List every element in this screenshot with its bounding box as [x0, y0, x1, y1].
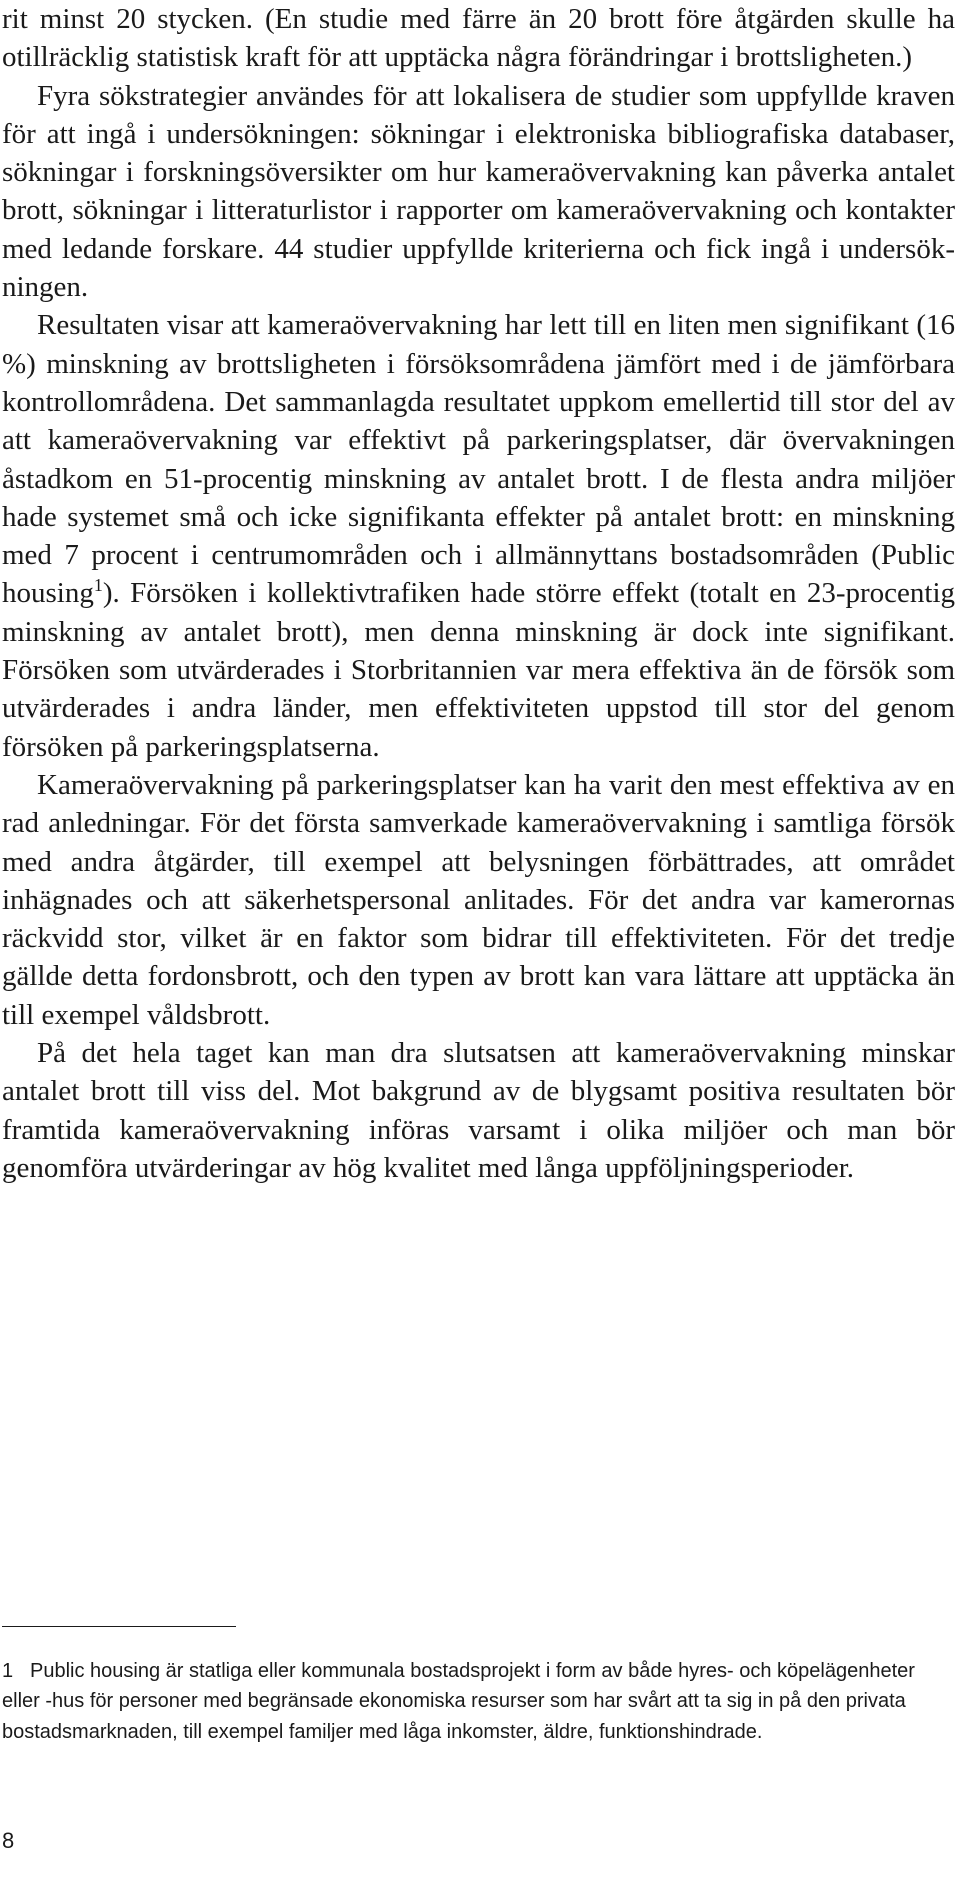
paragraph-2: Fyra sökstrategier användes för att lokalisera de studier som uppfyllde kraven för att ingå i undersökningen: sökningar i elektroniska bibliografiska databaser, sökningar i forskningsöversikter om hur kameraövervakning kan påverka antalet brott, sökningar i litteraturlistor i rapporter om kameraövervakning och kontakter med ledande forskare. 44 studier uppfyllde kriterierna och fick ingå i undersökningen. — [2, 79, 955, 304]
paragraph-1: rit minst 20 stycken. (En studie med färre än 20 brott före åtgärden skulle ha otillräcklig statistisk kraft för att upptäcka några förändringar i brottsligheten.) — [2, 3, 955, 74]
footnote-reference[interactable]: 1 — [93, 575, 103, 596]
body-text — [2, 0, 955, 1187]
page-number: 8 — [2, 1828, 15, 1853]
paragraph-3-text-b: ). Försöken i kollektivtrafiken hade större effekt (totalt en 23-procentig minskning av antalet brott), men denna minskning är dock inte signifikant. Försöken som utvärderades i Storbritannien var mera effektiva än de försök som utvärderades i andra länder, men effektiviteten uppstod till stor del genom försöken på parkeringsplatserna. — [2, 577, 955, 763]
footnote-text: Public housing är statliga eller kommunala bostadsprojekt i form av både hyres- och köpelägenheter eller -hus för personer med begränsade ekonomiska resurser som har svårt att ta sig in på den privata bostadsmarknaden, till exempel familjer med låga inkomster, äldre, funktionshindrade. — [2, 1660, 915, 1743]
paragraph-3 — [2, 306, 955, 766]
footnote-divider — [2, 1626, 236, 1627]
paragraph-5: På det hela taget kan man dra slutsatsen att kameraövervakning minskar antalet brott till viss del. Mot bakgrund av de blygsamt positiva resultaten bör framtida kameraövervakning införas varsamt i olika miljöer och man bör genomföra utvärderingar av hög kvalitet med långa uppföljningsperioder. — [2, 1037, 955, 1184]
paragraph-3-text-a: Resultaten visar att kameraövervakning har lett till en liten men signifikant (16 %) minskning av brottsligheten i försöksområdena jämfört med i de jämförbara kontrollområdena. Det sammanlagda resultatet uppkom emellertid till stor del av att kameraövervakning var effektivt på parkeringsplatser, där övervakningen åstadkom en 51-procentig minskning av antalet brott. I de flesta andra miljöer hade systemet små och icke signifikanta effekter på antalet brott: en minskning med 7 procent i centrumområden och i allmännyttans bostadsområden (Public housing — [2, 309, 955, 610]
footnote — [2, 1656, 937, 1747]
paragraph-4: Kameraövervakning på parkeringsplatser kan ha varit den mest effektiva av en rad anledningar. För det första samverkade kameraövervakning i samtliga försök med andra åtgärder, till exempel att belysningen förbättrades, att området inhägnades och att säkerhetspersonal anlitades. För det andra var kamerornas räckvidd stor, vilket är en faktor som bidrar till effektiviteten. För det tredje gällde detta fordonsbrott, och den typen av brott kan vara lättare att upptäcka än till exempel våldsbrott. — [2, 768, 955, 1031]
footnote-mark: 1 — [2, 1660, 14, 1682]
